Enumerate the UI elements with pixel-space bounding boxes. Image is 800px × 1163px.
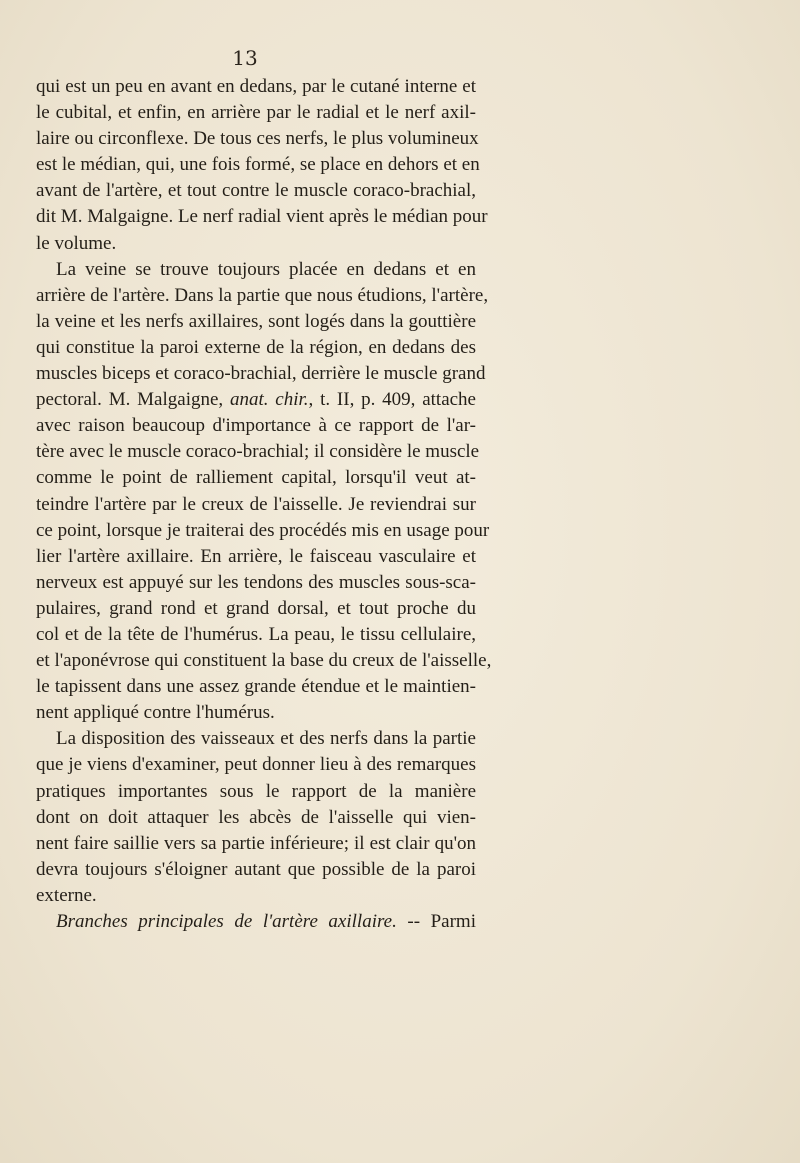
text-line: la veine et les nerfs axillaires, sont logés dans la gouttière	[36, 310, 476, 332]
text-line: col et de la tête de l'humérus. La peau, le tissu cellulaire,	[36, 623, 476, 645]
text-line: pulaires, grand rond et grand dorsal, et tout proche du	[36, 597, 476, 619]
text-line: que je viens d'examiner, peut donner lieu à des remarques	[36, 754, 476, 776]
section-heading: Branches principales de l'artère axillaire.	[56, 911, 397, 932]
italic-reference: anat. chir.	[229, 389, 309, 411]
text-line: La veine se trouve toujours placée en dedans et en	[56, 258, 476, 280]
text-line: devra toujours s'éloigner autant que possible de la paroi	[36, 858, 476, 880]
text-line: lier l'artère axillaire. En arrière, le faisceau vasculaire et	[36, 545, 476, 567]
text-line: nent appliqué contre l'humérus.	[36, 702, 275, 724]
text-fragment: , t. II, p. 409, attache	[308, 389, 476, 411]
text-line: muscles biceps et coraco-brachial, derrière le muscle grand	[36, 363, 486, 385]
text-line: ce point, lorsque je traiterai des procédés mis en usage pour	[36, 519, 490, 541]
text-line: le volume.	[36, 232, 117, 254]
text-line: et l'aponévrose qui constituent la base du creux de l'aisselle,	[36, 650, 492, 672]
text-line: le tapissent dans une assez grande étendue et le maintien-	[36, 676, 476, 698]
text-line: laire ou circonflexe. De tous ces nerfs, le plus volumineux	[36, 128, 479, 150]
text-line: tère avec le muscle coraco-brachial; il considère le muscle	[36, 441, 480, 463]
text-line: pratiques importantes sous le rapport de la manière	[36, 780, 476, 802]
body-text	[36, 74, 492, 935]
text-line: nent faire saillie vers sa partie inférieure; il est clair qu'on	[36, 832, 476, 854]
text-fragment: pectoral. M. Malgaigne,	[36, 389, 224, 411]
text-line: avant de l'artère, et tout contre le muscle coraco-brachial,	[36, 180, 476, 202]
text-line: avec raison beaucoup d'importance à ce rapport de l'ar-	[36, 415, 476, 437]
text-line: externe.	[36, 884, 97, 906]
text-line: La disposition des vaisseaux et des nerfs dans la partie	[56, 728, 476, 750]
text-line: nerveux est appuyé sur les tendons des muscles sous-sca-	[36, 571, 476, 593]
text-line: le cubital, et enfin, en arrière par le radial et le nerf axil-	[36, 102, 476, 124]
page-number: 13	[232, 46, 258, 70]
section-heading-line	[36, 909, 476, 935]
text-line: qui est un peu en avant en dedans, par le cutané interne et	[36, 76, 476, 97]
text-line: arrière de l'artère. Dans la partie que nous étudions, l'artère,	[36, 284, 489, 306]
text-line	[36, 387, 476, 413]
text-line: comme le point de ralliement capital, lorsqu'il veut at-	[36, 467, 476, 489]
text-line: qui constitue la paroi externe de la région, en dedans des	[36, 336, 476, 358]
text-line: dit M. Malgaigne. Le nerf radial vient après le médian pour	[36, 206, 488, 228]
text-fragment: -- Parmi	[396, 911, 476, 932]
text-line: est le médian, qui, une fois formé, se place en dehors et en	[36, 154, 480, 176]
text-line: teindre l'artère par le creux de l'aisselle. Je reviendrai sur	[36, 493, 476, 515]
text-line: dont on doit attaquer les abcès de l'aisselle qui vien-	[36, 806, 476, 828]
